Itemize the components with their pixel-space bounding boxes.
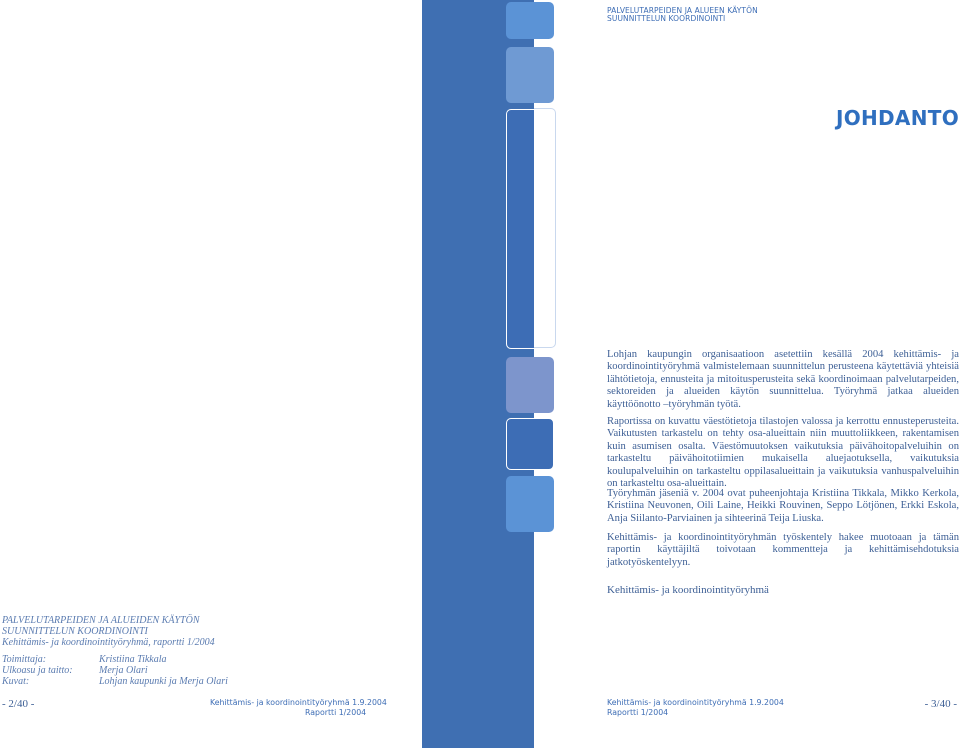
decor-tile-2 <box>506 47 554 103</box>
decor-tile-1 <box>506 2 554 39</box>
footer-left-line2: Raportti 1/2004 <box>305 707 367 717</box>
colophon <box>2 616 215 648</box>
decor-tile-5 <box>506 418 554 470</box>
credit-label: Kuvat: <box>2 675 30 687</box>
report-paragraph: Raportissa on kuvattu väestötietoja tilastojen valossa ja kerrottu ennusteperusteita. Vaikutusten tarkastelu on tehty osa-alueittain niin muuttoliikkeen, rakentamisen kuin asumisen osalta. Väestömuutoksen vaikutuksia päivähoitopalveluihin on tarkasteltu päivähoitotiimien mukaisella aluejaotuksella, vaikutuksia koulupalveluihin on tarkasteltu oppilasalueittain ja vaikutuksia vanhuspalveluihin on tarkasteltu osa-alueittain. <box>607 416 959 490</box>
credits <box>2 655 228 687</box>
members-paragraph: Työryhmän jäseniä v. 2004 ovat puheenjohtaja Kristiina Tikkala, Mikko Kerkola, Kristiina Neuvonen, Oili Laine, Heikki Rouvinen, Seppo Lötjönen, Erkki Eskola, Anja Siilanto-Parviainen ja sihteerinä Teija Liuska. <box>607 488 959 524</box>
running-header <box>607 7 758 23</box>
credit-value: Merja Olari <box>99 664 148 676</box>
decor-tile-6 <box>506 476 554 532</box>
footer-left-line1: Kehittämis- ja koordinointityöryhmä 1.9.2004 <box>210 698 387 707</box>
footer-right <box>607 698 807 717</box>
colophon-line3: Kehittämis- ja koordinointityöryhmä, raportti 1/2004 <box>2 636 215 648</box>
feedback-paragraph: Kehittämis- ja koordinointityöryhmän työskentely hakee muotoaan ja tämän raportin käyttäjiltä toivotaan kommentteja ja kehittämisehdotuksia jatkotyöskentelyyn. <box>607 532 959 568</box>
page-title: JOHDANTO <box>835 106 959 130</box>
decor-tile-edge <box>534 108 556 348</box>
decor-tile-4 <box>506 357 554 413</box>
colophon-line2: SUUNNITTELUN KOORDINOINTI <box>2 625 148 637</box>
running-header-line2: SUUNNITTELUN KOORDINOINTI <box>607 14 726 23</box>
decorative-blue-band <box>422 0 534 748</box>
intro-paragraph: Lohjan kaupungin organisaatioon asetettiin kesällä 2004 kehittämis- ja koordinointityöryhmä valmistelemaan suunnittelun perusteena käytettäviä yhteisiä lähtötietoja, ennusteita ja mitoitusperusteita sekä koordinoimaan palvelutarpeiden, sektoreiden ja alueiden käytön suunnittelua. Työryhmä jatkaa alueiden käyttöönotto –työryhmän työtä. <box>607 349 959 410</box>
credit-row <box>2 677 228 688</box>
running-header-line1: PALVELUTARPEIDEN JA ALUEEN KÄYTÖN <box>607 6 758 15</box>
credit-row <box>2 666 228 677</box>
page-number-right: - 3/40 - <box>924 698 957 710</box>
footer-right-line2: Raportti 1/2004 <box>607 707 669 717</box>
credit-value: Kristiina Tikkala <box>99 654 167 665</box>
credit-label: Toimittaja: <box>2 654 47 665</box>
colophon-line1: PALVELUTARPEIDEN JA ALUEIDEN KÄYTÖN <box>2 615 200 626</box>
credit-label: Ulkoasu ja taitto: <box>2 664 73 676</box>
footer-left <box>210 698 410 717</box>
signature: Kehittämis- ja koordinointityöryhmä <box>607 584 769 596</box>
footer-right-line1: Kehittämis- ja koordinointityöryhmä 1.9.2004 <box>607 698 784 707</box>
page-number-left: - 2/40 - <box>2 698 35 710</box>
credit-value: Lohjan kaupunki ja Merja Olari <box>99 675 228 687</box>
